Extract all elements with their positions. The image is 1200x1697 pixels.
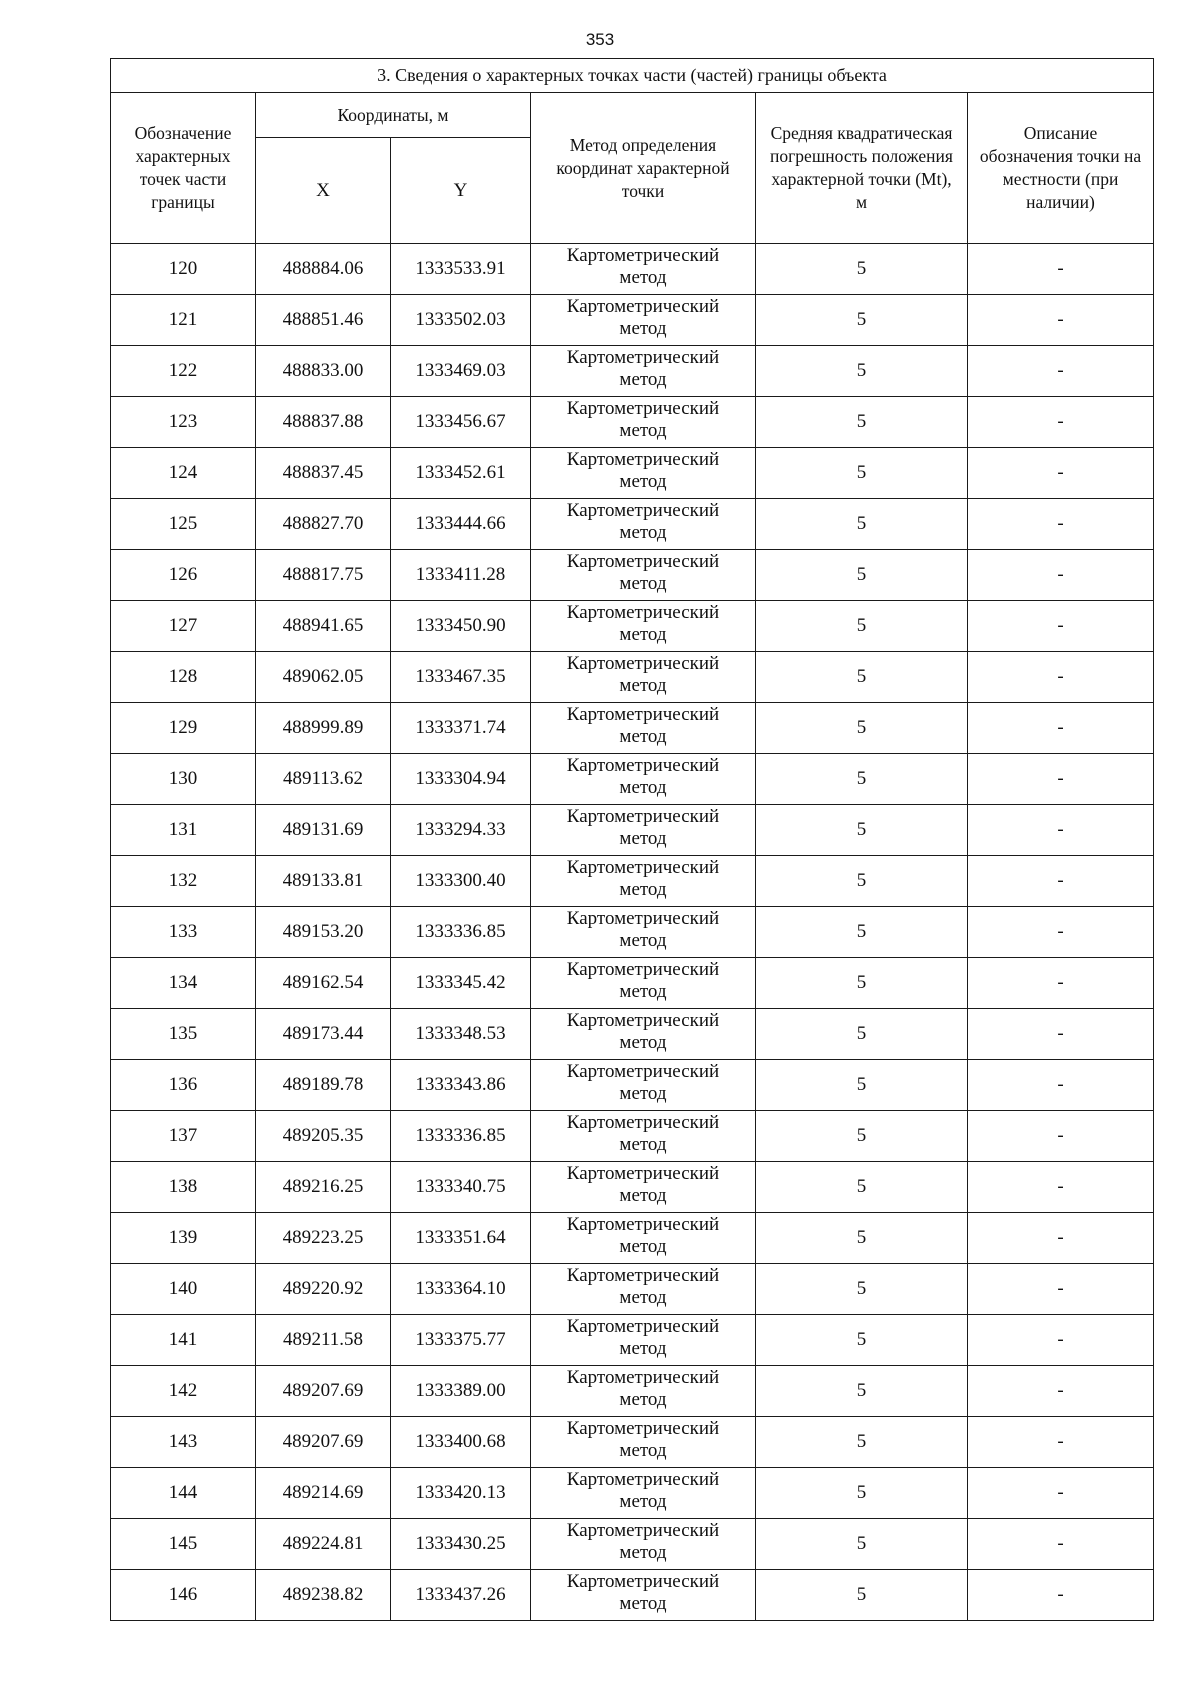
- error-cell: 5: [756, 1162, 968, 1213]
- table-row: [111, 1417, 1154, 1468]
- coordinates-header: [256, 93, 531, 138]
- y-cell: 1333467.35: [391, 652, 531, 703]
- point-id-cell: 122: [111, 346, 256, 397]
- y-cell: 1333400.68: [391, 1417, 531, 1468]
- table-row: [111, 601, 1154, 652]
- description-cell: -: [968, 1009, 1154, 1060]
- y-cell: 1333389.00: [391, 1366, 531, 1417]
- y-cell: 1333420.13: [391, 1468, 531, 1519]
- method-cell: [531, 805, 756, 856]
- method-line-1: Картометрический: [566, 245, 720, 266]
- method-cell: [531, 550, 756, 601]
- error-cell: 5: [756, 754, 968, 805]
- method-cell: [531, 652, 756, 703]
- error-cell: 5: [756, 1315, 968, 1366]
- method-line-1: Картометрический: [566, 755, 720, 776]
- y-cell: 1333294.33: [391, 805, 531, 856]
- method-line-2: метод: [619, 1491, 667, 1512]
- x-cell: 489131.69: [256, 805, 391, 856]
- point-id-cell: 145: [111, 1519, 256, 1570]
- y-cell: 1333348.53: [391, 1009, 531, 1060]
- method-line-2: метод: [619, 624, 667, 645]
- method-line-1: Картометрический: [566, 1112, 720, 1133]
- method-line-2: метод: [619, 1083, 667, 1104]
- x-cell: 489133.81: [256, 856, 391, 907]
- header-row-1: [111, 93, 1154, 138]
- description-cell: -: [968, 397, 1154, 448]
- method-line-2: метод: [619, 1389, 667, 1410]
- description-cell: -: [968, 346, 1154, 397]
- error-cell: 5: [756, 805, 968, 856]
- table-row: [111, 1009, 1154, 1060]
- x-cell: 488817.75: [256, 550, 391, 601]
- method-cell: [531, 295, 756, 346]
- table-row: [111, 1162, 1154, 1213]
- method-line-2: метод: [619, 1440, 667, 1461]
- point-id-cell: 143: [111, 1417, 256, 1468]
- method-cell: [531, 1009, 756, 1060]
- method-cell: [531, 1366, 756, 1417]
- error-cell: 5: [756, 1468, 968, 1519]
- y-cell: 1333452.61: [391, 448, 531, 499]
- x-cell: 489214.69: [256, 1468, 391, 1519]
- point-id-cell: 135: [111, 1009, 256, 1060]
- table-row: [111, 907, 1154, 958]
- method-line-1: Картометрический: [566, 1367, 720, 1388]
- point-id-cell: 141: [111, 1315, 256, 1366]
- table-body: [111, 244, 1154, 1621]
- method-line-2: метод: [619, 420, 667, 441]
- method-cell: [531, 1264, 756, 1315]
- table-row: [111, 397, 1154, 448]
- y-cell: 1333444.66: [391, 499, 531, 550]
- point-id-cell: 133: [111, 907, 256, 958]
- x-cell: 488884.06: [256, 244, 391, 295]
- description-cell: -: [968, 550, 1154, 601]
- method-line-1: Картометрический: [566, 1061, 720, 1082]
- y-cell: 1333533.91: [391, 244, 531, 295]
- method-cell: [531, 499, 756, 550]
- x-cell: 488827.70: [256, 499, 391, 550]
- error-cell: 5: [756, 448, 968, 499]
- y-header-text: Y: [453, 179, 468, 201]
- description-header-text: Описание обозначения точки на местности (при наличии): [979, 123, 1142, 212]
- description-cell: -: [968, 1417, 1154, 1468]
- method-line-1: Картометрический: [566, 500, 720, 521]
- method-line-2: метод: [619, 267, 667, 288]
- point-id-cell: 126: [111, 550, 256, 601]
- method-line-2: метод: [619, 828, 667, 849]
- method-line-2: метод: [619, 1338, 667, 1359]
- method-line-1: Картометрический: [566, 1469, 720, 1490]
- x-cell: 489062.05: [256, 652, 391, 703]
- description-cell: -: [968, 448, 1154, 499]
- method-cell: [531, 856, 756, 907]
- method-line-2: метод: [619, 369, 667, 390]
- y-cell: 1333502.03: [391, 295, 531, 346]
- point-id-cell: 125: [111, 499, 256, 550]
- x-cell: 489207.69: [256, 1417, 391, 1468]
- x-cell: 489173.44: [256, 1009, 391, 1060]
- table-row: [111, 754, 1154, 805]
- description-cell: -: [968, 1315, 1154, 1366]
- method-header: [531, 93, 756, 244]
- method-line-1: Картометрический: [566, 1316, 720, 1337]
- table-row: [111, 1060, 1154, 1111]
- table-row: [111, 244, 1154, 295]
- method-header-text: Метод определения координат характерной точки: [556, 134, 730, 201]
- method-line-1: Картометрический: [566, 857, 720, 878]
- point-id-cell: 139: [111, 1213, 256, 1264]
- coordinates-header-text: Координаты, м: [337, 104, 449, 125]
- table-row: [111, 1213, 1154, 1264]
- y-cell: 1333430.25: [391, 1519, 531, 1570]
- table-row: [111, 550, 1154, 601]
- point-id-cell: 137: [111, 1111, 256, 1162]
- error-cell: 5: [756, 499, 968, 550]
- method-line-2: метод: [619, 1542, 667, 1563]
- method-cell: [531, 1213, 756, 1264]
- x-cell: 489207.69: [256, 1366, 391, 1417]
- description-cell: -: [968, 499, 1154, 550]
- y-cell: 1333364.10: [391, 1264, 531, 1315]
- method-cell: [531, 1315, 756, 1366]
- method-cell: [531, 1519, 756, 1570]
- description-cell: -: [968, 1570, 1154, 1621]
- error-cell: 5: [756, 1570, 968, 1621]
- x-cell: 489224.81: [256, 1519, 391, 1570]
- table-row: [111, 1519, 1154, 1570]
- error-header: [756, 93, 968, 244]
- method-line-2: метод: [619, 1593, 667, 1614]
- point-id-cell: 144: [111, 1468, 256, 1519]
- method-cell: [531, 1417, 756, 1468]
- error-cell: 5: [756, 958, 968, 1009]
- point-id-cell: 124: [111, 448, 256, 499]
- error-cell: 5: [756, 1213, 968, 1264]
- table-row: [111, 703, 1154, 754]
- description-cell: -: [968, 1519, 1154, 1570]
- method-line-2: метод: [619, 726, 667, 747]
- method-line-1: Картометрический: [566, 1265, 720, 1286]
- point-id-cell: 131: [111, 805, 256, 856]
- method-line-1: Картометрический: [566, 347, 720, 368]
- description-cell: -: [968, 1111, 1154, 1162]
- error-header-text: Средняя квадратическая погрешность положения характерной точки (Mt), м: [770, 123, 953, 212]
- method-line-1: Картометрический: [566, 1214, 720, 1235]
- method-cell: [531, 601, 756, 652]
- description-cell: -: [968, 601, 1154, 652]
- method-line-1: Картометрический: [566, 449, 720, 470]
- method-line-1: Картометрический: [566, 296, 720, 317]
- error-cell: 5: [756, 703, 968, 754]
- description-cell: -: [968, 907, 1154, 958]
- section-title-row: [111, 59, 1154, 93]
- method-line-2: метод: [619, 981, 667, 1002]
- table-row: [111, 1111, 1154, 1162]
- method-cell: [531, 448, 756, 499]
- y-header: [391, 138, 531, 244]
- point-id-cell: 142: [111, 1366, 256, 1417]
- x-cell: 488941.65: [256, 601, 391, 652]
- y-cell: 1333304.94: [391, 754, 531, 805]
- method-line-2: метод: [619, 471, 667, 492]
- x-cell: 489216.25: [256, 1162, 391, 1213]
- method-line-2: метод: [619, 675, 667, 696]
- y-cell: 1333340.75: [391, 1162, 531, 1213]
- description-cell: -: [968, 244, 1154, 295]
- y-cell: 1333345.42: [391, 958, 531, 1009]
- x-cell: 489220.92: [256, 1264, 391, 1315]
- description-cell: -: [968, 1162, 1154, 1213]
- table-row: [111, 958, 1154, 1009]
- y-cell: 1333450.90: [391, 601, 531, 652]
- x-cell: 489153.20: [256, 907, 391, 958]
- table-row: [111, 652, 1154, 703]
- y-cell: 1333336.85: [391, 1111, 531, 1162]
- y-cell: 1333437.26: [391, 1570, 531, 1621]
- error-cell: 5: [756, 907, 968, 958]
- y-cell: 1333456.67: [391, 397, 531, 448]
- method-cell: [531, 1162, 756, 1213]
- error-cell: 5: [756, 295, 968, 346]
- page-number: 353: [585, 30, 615, 49]
- x-cell: 489113.62: [256, 754, 391, 805]
- point-id-cell: 123: [111, 397, 256, 448]
- point-id-cell: 120: [111, 244, 256, 295]
- error-cell: 5: [756, 601, 968, 652]
- method-line-2: метод: [619, 318, 667, 339]
- method-line-1: Картометрический: [566, 959, 720, 980]
- error-cell: 5: [756, 1264, 968, 1315]
- description-cell: -: [968, 754, 1154, 805]
- method-line-2: метод: [619, 1185, 667, 1206]
- description-cell: -: [968, 958, 1154, 1009]
- y-cell: 1333343.86: [391, 1060, 531, 1111]
- method-line-1: Картометрический: [566, 908, 720, 929]
- designation-header: [111, 93, 256, 244]
- table-row: [111, 1315, 1154, 1366]
- point-id-cell: 138: [111, 1162, 256, 1213]
- description-cell: -: [968, 1060, 1154, 1111]
- method-line-2: метод: [619, 522, 667, 543]
- point-id-cell: 136: [111, 1060, 256, 1111]
- point-id-cell: 134: [111, 958, 256, 1009]
- error-cell: 5: [756, 550, 968, 601]
- x-cell: 489211.58: [256, 1315, 391, 1366]
- point-id-cell: 130: [111, 754, 256, 805]
- method-line-1: Картометрический: [566, 551, 720, 572]
- method-cell: [531, 703, 756, 754]
- boundary-points-table: [110, 58, 1154, 1621]
- method-line-2: метод: [619, 1287, 667, 1308]
- x-header-text: X: [316, 179, 330, 201]
- point-id-cell: 121: [111, 295, 256, 346]
- y-cell: 1333371.74: [391, 703, 531, 754]
- method-cell: [531, 907, 756, 958]
- method-cell: [531, 1111, 756, 1162]
- method-line-2: метод: [619, 1134, 667, 1155]
- description-cell: -: [968, 1264, 1154, 1315]
- x-cell: 489162.54: [256, 958, 391, 1009]
- method-cell: [531, 1060, 756, 1111]
- x-cell: 488851.46: [256, 295, 391, 346]
- method-line-1: Картометрический: [566, 653, 720, 674]
- x-cell: 488837.45: [256, 448, 391, 499]
- x-cell: 488837.88: [256, 397, 391, 448]
- method-line-2: метод: [619, 1032, 667, 1053]
- method-line-1: Картометрический: [566, 398, 720, 419]
- y-cell: 1333300.40: [391, 856, 531, 907]
- method-line-1: Картометрический: [566, 1520, 720, 1541]
- x-cell: 489189.78: [256, 1060, 391, 1111]
- error-cell: 5: [756, 346, 968, 397]
- method-line-1: Картометрический: [566, 1571, 720, 1592]
- table-row: [111, 1468, 1154, 1519]
- method-line-2: метод: [619, 573, 667, 594]
- description-cell: -: [968, 856, 1154, 907]
- point-id-cell: 132: [111, 856, 256, 907]
- method-line-1: Картометрический: [566, 1418, 720, 1439]
- table-row: [111, 448, 1154, 499]
- description-cell: -: [968, 1366, 1154, 1417]
- error-cell: 5: [756, 1417, 968, 1468]
- method-cell: [531, 346, 756, 397]
- method-line-1: Картометрический: [566, 1010, 720, 1031]
- method-line-1: Картометрический: [566, 704, 720, 725]
- table-row: [111, 1366, 1154, 1417]
- table-row: [111, 856, 1154, 907]
- point-id-cell: 129: [111, 703, 256, 754]
- error-cell: 5: [756, 856, 968, 907]
- section-title: 3. Сведения о характерных точках части (частей) границы объекта: [111, 59, 1154, 93]
- y-cell: 1333375.77: [391, 1315, 531, 1366]
- method-cell: [531, 754, 756, 805]
- table-row: [111, 295, 1154, 346]
- point-id-cell: 140: [111, 1264, 256, 1315]
- method-line-1: Картометрический: [566, 806, 720, 827]
- error-cell: 5: [756, 1009, 968, 1060]
- x-cell: 489223.25: [256, 1213, 391, 1264]
- x-cell: 489238.82: [256, 1570, 391, 1621]
- description-cell: -: [968, 703, 1154, 754]
- description-cell: -: [968, 652, 1154, 703]
- method-cell: [531, 1570, 756, 1621]
- description-cell: -: [968, 805, 1154, 856]
- error-cell: 5: [756, 652, 968, 703]
- method-cell: [531, 958, 756, 1009]
- method-line-2: метод: [619, 879, 667, 900]
- table-row: [111, 1264, 1154, 1315]
- y-cell: 1333469.03: [391, 346, 531, 397]
- error-cell: 5: [756, 397, 968, 448]
- y-cell: 1333411.28: [391, 550, 531, 601]
- designation-header-text: Обозначение характерных точек части границы: [134, 123, 232, 212]
- x-cell: 488999.89: [256, 703, 391, 754]
- error-cell: 5: [756, 1366, 968, 1417]
- method-line-1: Картометрический: [566, 602, 720, 623]
- description-cell: -: [968, 295, 1154, 346]
- method-cell: [531, 244, 756, 295]
- point-id-cell: 128: [111, 652, 256, 703]
- error-cell: 5: [756, 1519, 968, 1570]
- method-line-2: метод: [619, 1236, 667, 1257]
- table-row: [111, 805, 1154, 856]
- y-cell: 1333351.64: [391, 1213, 531, 1264]
- table-row: [111, 1570, 1154, 1621]
- point-id-cell: 127: [111, 601, 256, 652]
- error-cell: 5: [756, 1060, 968, 1111]
- x-cell: 488833.00: [256, 346, 391, 397]
- description-cell: -: [968, 1468, 1154, 1519]
- description-header: [968, 93, 1154, 244]
- method-line-1: Картометрический: [566, 1163, 720, 1184]
- x-header: [256, 138, 391, 244]
- method-line-2: метод: [619, 777, 667, 798]
- method-cell: [531, 397, 756, 448]
- error-cell: 5: [756, 1111, 968, 1162]
- method-cell: [531, 1468, 756, 1519]
- method-line-2: метод: [619, 930, 667, 951]
- description-cell: -: [968, 1213, 1154, 1264]
- error-cell: 5: [756, 244, 968, 295]
- table-row: [111, 499, 1154, 550]
- y-cell: 1333336.85: [391, 907, 531, 958]
- x-cell: 489205.35: [256, 1111, 391, 1162]
- table-row: [111, 346, 1154, 397]
- point-id-cell: 146: [111, 1570, 256, 1621]
